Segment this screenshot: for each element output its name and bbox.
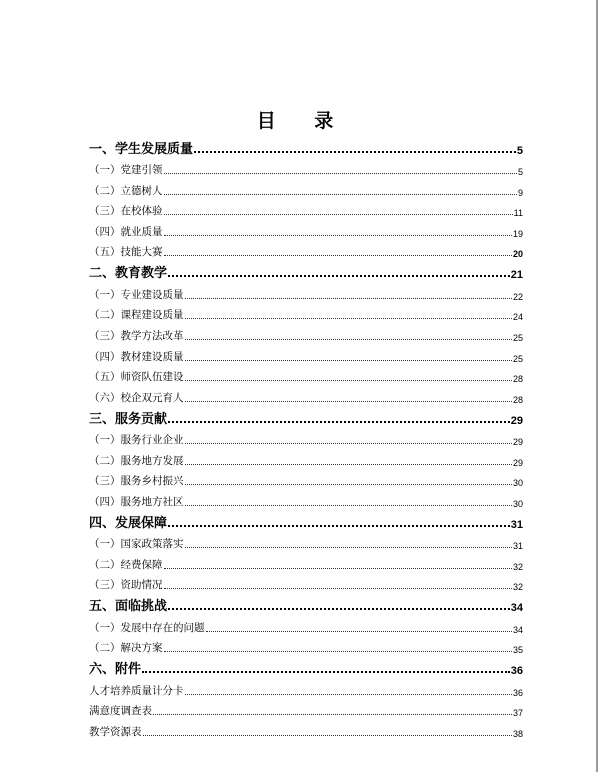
toc-subsection-entry[interactable]: [89, 384, 523, 404]
toc-dot-leader: [206, 630, 512, 632]
toc-entry-title: （二）服务地方发展: [89, 454, 184, 467]
toc-page-number: 34: [510, 602, 523, 615]
toc-page-number: 29: [510, 414, 523, 427]
toc-page-number: 36: [512, 687, 523, 698]
toc-dot-leader: [142, 670, 510, 673]
toc-entry-title: （三）服务乡村振兴: [89, 475, 184, 488]
toc-dot-leader: [164, 650, 512, 652]
toc-subsection-entry[interactable]: [89, 302, 523, 322]
toc-entry-title: （三）资助情况: [89, 579, 163, 592]
toc-dot-leader: [153, 713, 512, 715]
toc-page-number: 11: [513, 208, 523, 219]
toc-dot-leader: [185, 317, 512, 319]
toc-entry-title: 一、学生发展质量: [89, 141, 194, 157]
toc-page-number: 22: [512, 291, 523, 302]
toc-entry-title: （一）发展中存在的问题: [89, 621, 205, 634]
toc-entry-title: （五）技能大赛: [89, 246, 163, 259]
toc-entry-title: 满意度调查表: [89, 705, 152, 718]
toc-subsection-entry[interactable]: [89, 488, 523, 508]
toc-dot-leader: [164, 254, 512, 256]
toc-subsection-entry[interactable]: [89, 635, 523, 655]
toc-entry-title: （六）校企双元育人: [89, 391, 184, 404]
toc-subsection-entry[interactable]: [89, 447, 523, 467]
toc-entry-title: （二）立德树人: [89, 184, 163, 197]
toc-entry-title: 人才培养质量计分卡: [89, 684, 184, 697]
toc-page-number: 31: [512, 541, 523, 552]
toc-entry-title: 六、附件: [89, 662, 142, 678]
toc-dot-leader: [164, 172, 517, 174]
toc-entry-title: （五）师资队伍建设: [89, 371, 184, 384]
toc-entry-title: （一）服务行业企业: [89, 434, 184, 447]
toc-title: 目 录: [256, 110, 350, 132]
toc-subsection-entry[interactable]: [89, 343, 523, 363]
toc-subsection-entry[interactable]: [89, 551, 523, 571]
toc-page-number: 34: [512, 624, 523, 635]
toc-section-entry[interactable]: [89, 593, 523, 615]
toc-dot-leader: [185, 693, 512, 695]
toc-entry-title: （三）在校体验: [89, 205, 163, 218]
toc-dot-leader: [185, 379, 512, 381]
toc-entry-title: 四、发展保障: [89, 515, 168, 531]
toc-subsection-entry[interactable]: [89, 468, 523, 488]
toc-section-entry[interactable]: [89, 135, 523, 157]
toc-entry-title: 五、面临挑战: [89, 599, 168, 615]
toc-entry-title: （一）专业建设质量: [89, 288, 184, 301]
toc-subsection-entry[interactable]: [89, 323, 523, 343]
toc-page-number: 35: [512, 645, 523, 656]
toc-page-number: 25: [512, 353, 523, 364]
table-of-contents: [89, 135, 523, 739]
toc-page-number: 24: [512, 312, 523, 323]
toc-dot-leader: [168, 524, 510, 527]
toc-dot-leader: [164, 234, 512, 236]
toc-subsection-entry[interactable]: [89, 677, 523, 697]
toc-subsection-entry[interactable]: [89, 718, 523, 738]
toc-page-number: 5: [516, 144, 523, 157]
toc-page-number: 36: [510, 665, 523, 678]
toc-dot-leader: [185, 359, 512, 361]
toc-dot-leader: [185, 504, 512, 506]
toc-dot-leader: [185, 338, 512, 340]
toc-subsection-entry[interactable]: [89, 177, 523, 197]
toc-entry-title: （四）服务地方社区: [89, 495, 184, 508]
toc-dot-leader: [168, 274, 510, 277]
toc-dot-leader: [185, 442, 512, 444]
toc-entry-title: （四）就业质量: [89, 225, 163, 238]
toc-dot-leader: [164, 193, 517, 195]
toc-subsection-entry[interactable]: [89, 614, 523, 634]
toc-page-number: 29: [512, 457, 523, 468]
toc-page-number: 19: [512, 228, 523, 239]
toc-entry-title: （二）课程建设质量: [89, 309, 184, 322]
toc-page-number: 31: [510, 518, 523, 531]
toc-dot-leader: [164, 567, 512, 569]
toc-subsection-entry[interactable]: [89, 239, 523, 259]
toc-section-entry[interactable]: [89, 405, 523, 427]
toc-section-entry[interactable]: [89, 260, 523, 282]
toc-entry-title: （二）经费保障: [89, 558, 163, 571]
toc-page-number: 30: [512, 498, 523, 509]
toc-page-number: 20: [512, 249, 523, 260]
toc-page-number: 32: [512, 561, 523, 572]
toc-subsection-entry[interactable]: [89, 531, 523, 551]
toc-dot-leader: [185, 483, 512, 485]
toc-subsection-entry[interactable]: [89, 219, 523, 239]
toc-page-number: 28: [512, 374, 523, 385]
toc-page-number: 30: [512, 478, 523, 489]
toc-entry-title: （一）国家政策落实: [89, 538, 184, 551]
toc-page-number: 28: [512, 394, 523, 405]
toc-page-number: 38: [512, 728, 523, 739]
toc-page-number: 32: [512, 582, 523, 593]
toc-section-entry[interactable]: [89, 655, 523, 677]
toc-entry-title: 二、教育教学: [89, 266, 168, 282]
toc-page-number: 37: [512, 708, 523, 719]
toc-entry-title: （二）解决方案: [89, 642, 163, 655]
toc-dot-leader: [185, 463, 512, 465]
toc-entry-title: （四）教材建设质量: [89, 350, 184, 363]
toc-dot-leader: [185, 297, 512, 299]
toc-dot-leader: [185, 546, 512, 548]
toc-page-number: 21: [510, 269, 523, 282]
toc-dot-leader: [143, 734, 512, 736]
toc-subsection-entry[interactable]: [89, 198, 523, 218]
toc-dot-leader: [168, 420, 510, 423]
toc-dot-leader: [164, 213, 513, 215]
toc-page-number: 9: [517, 187, 523, 198]
toc-page-number: 25: [512, 333, 523, 343]
toc-subsection-entry[interactable]: [89, 364, 523, 384]
toc-dot-leader: [168, 607, 510, 610]
toc-subsection-entry[interactable]: [89, 281, 523, 301]
toc-entry-title: 教学资源表: [89, 725, 142, 738]
toc-subsection-entry[interactable]: [89, 572, 523, 592]
toc-page-number: 5: [517, 167, 523, 178]
toc-subsection-entry[interactable]: [89, 427, 523, 447]
toc-subsection-entry[interactable]: [89, 157, 523, 177]
toc-dot-leader: [185, 400, 512, 402]
toc-entry-title: （一）党建引领: [89, 164, 163, 177]
toc-page-number: 29: [512, 437, 523, 448]
toc-entry-title: 三、服务贡献: [89, 411, 168, 427]
toc-section-entry[interactable]: [89, 509, 523, 531]
toc-entry-title: （三）教学方法改革: [89, 330, 184, 342]
toc-subsection-entry[interactable]: [89, 698, 523, 718]
toc-dot-leader: [164, 587, 512, 589]
toc-dot-leader: [194, 150, 516, 153]
